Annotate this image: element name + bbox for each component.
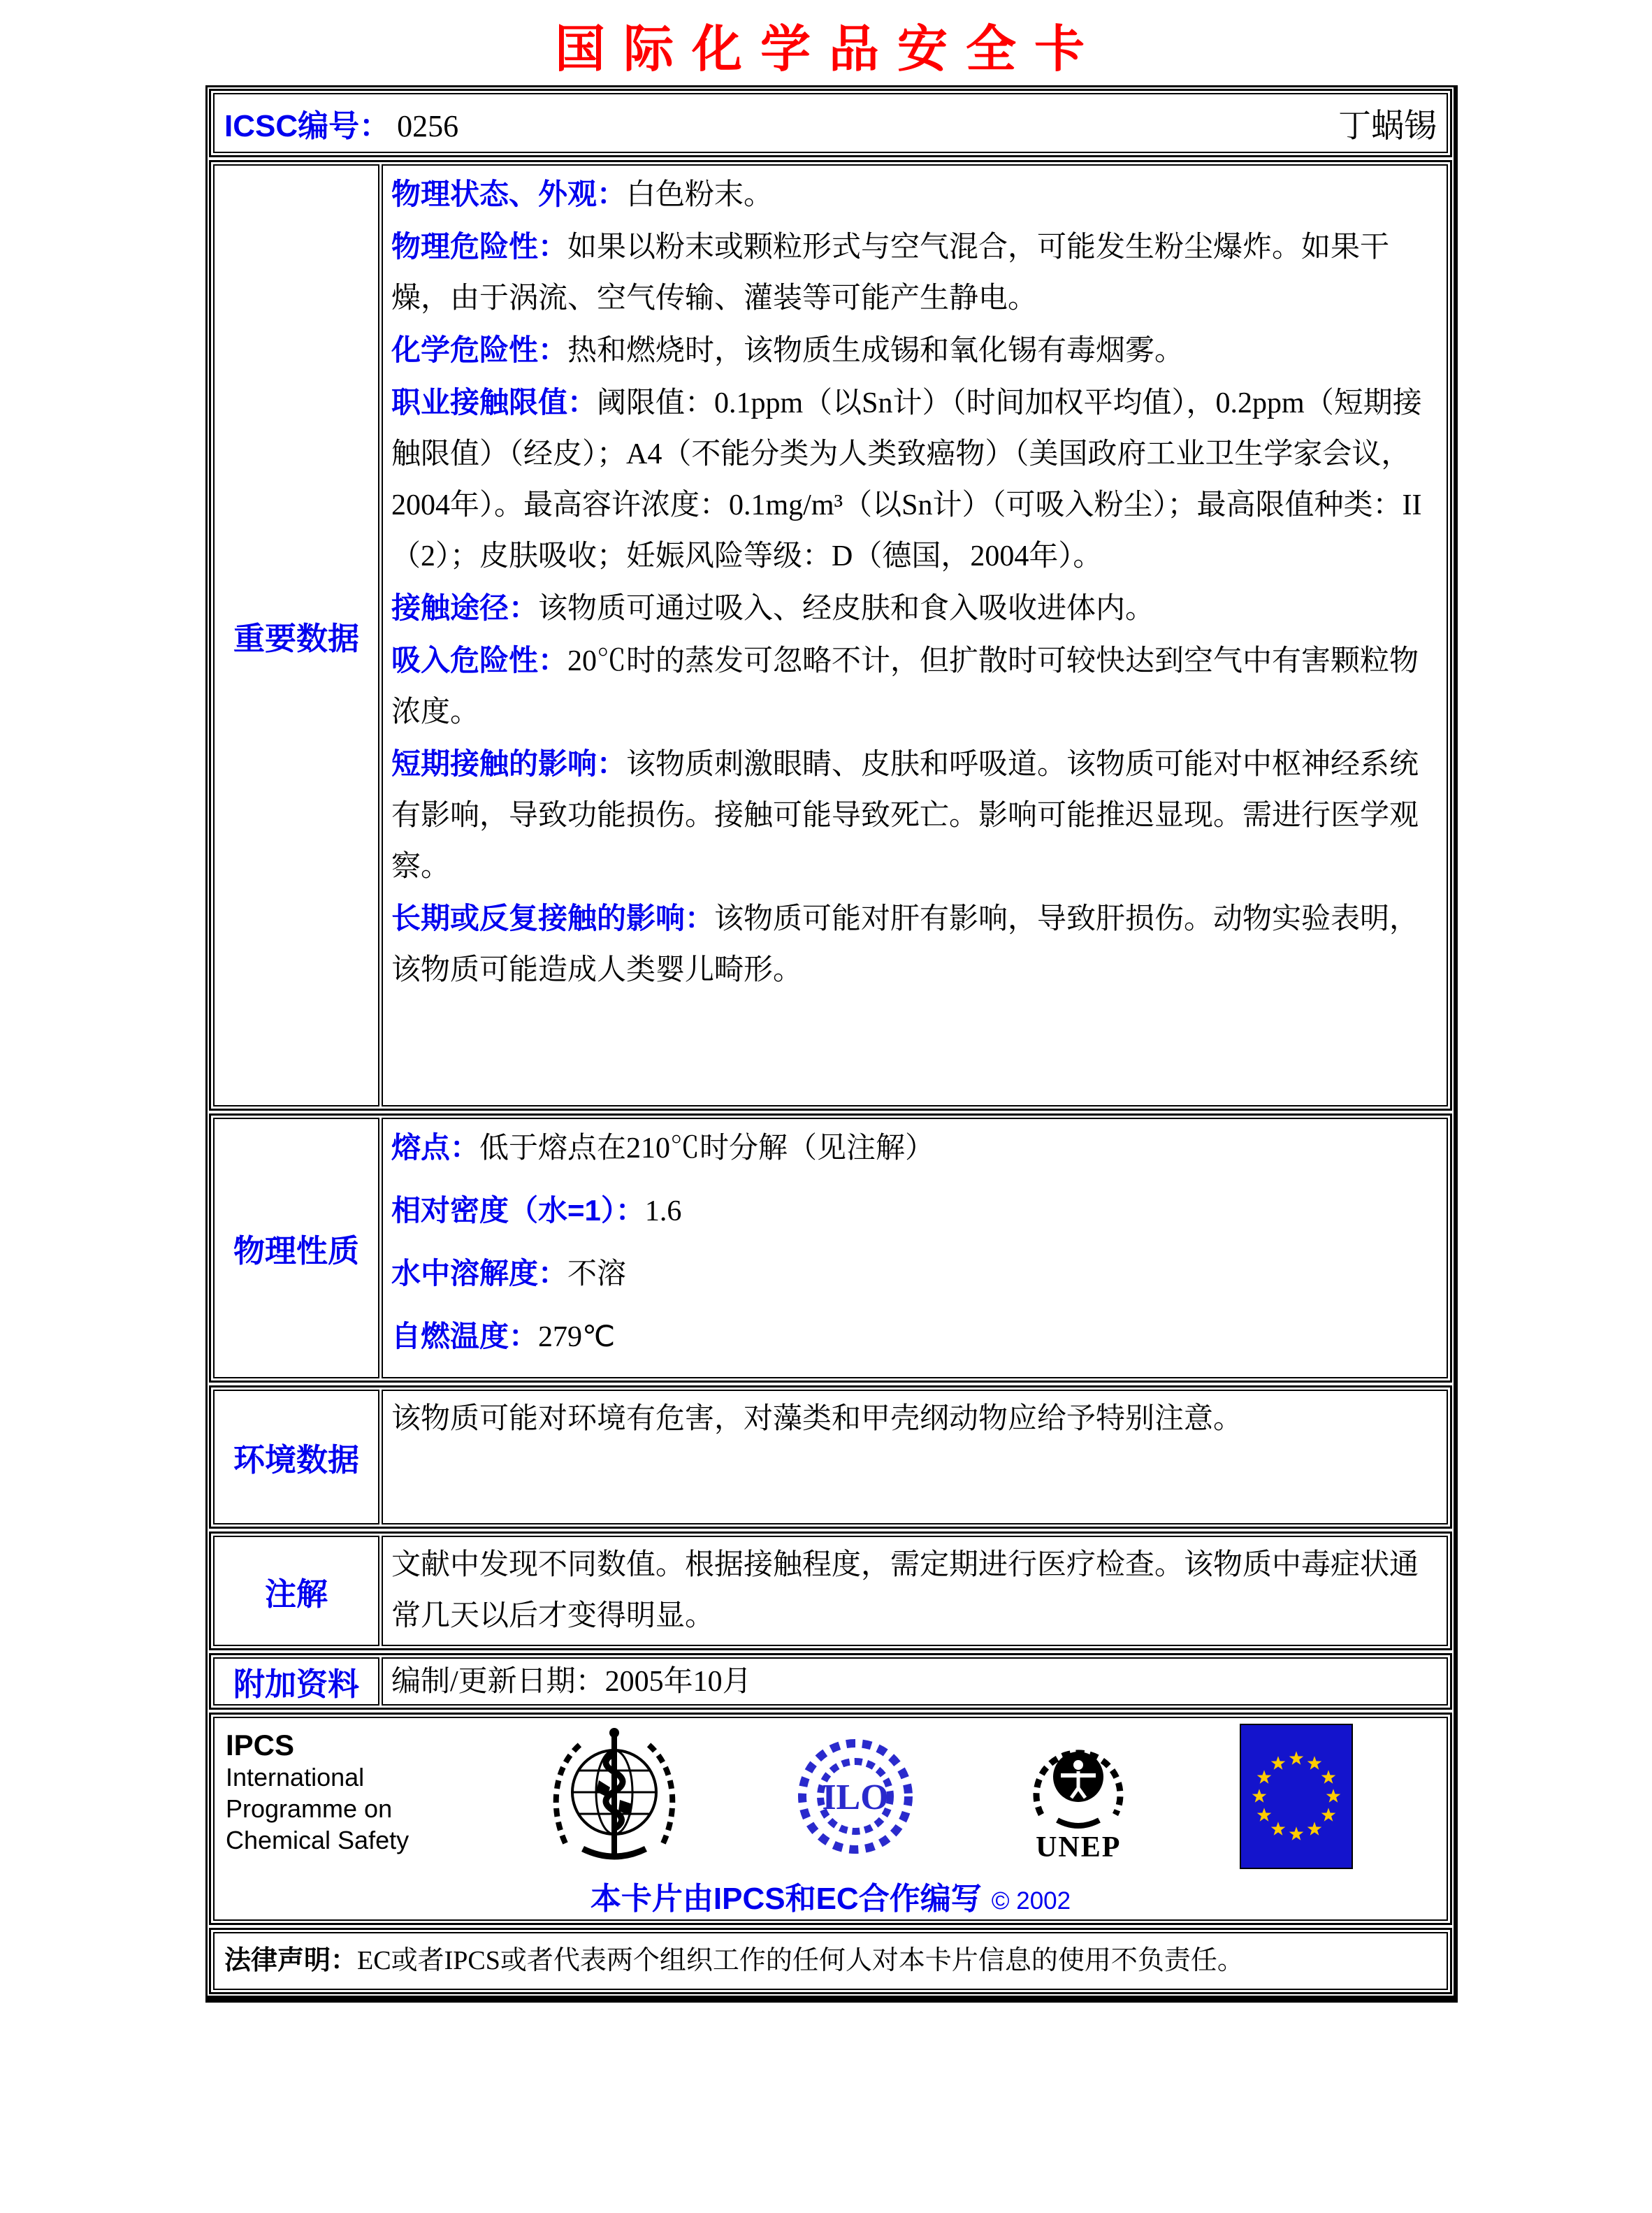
ilo-logo-icon	[793, 1738, 918, 1859]
data-item	[391, 377, 1437, 582]
ipcs-title: IPCS	[226, 1729, 295, 1761]
section-icsc-header	[209, 89, 1452, 157]
icsc-number-group	[224, 101, 458, 145]
field-text: 该物质可能对环境有危害，对藻类和甲壳纲动物应给予特别注意。	[391, 1403, 1243, 1435]
field-text: 热和燃烧时，该物质生成锡和氧化锡有毒烟雾。	[567, 335, 1184, 367]
section-important-data	[209, 160, 1452, 1111]
icsc-number-label: ICSC编号：	[224, 109, 391, 143]
organizations-cell	[213, 1717, 1448, 1921]
additional-info-content	[382, 1657, 1448, 1706]
data-item	[391, 1185, 1437, 1237]
legal-notice-cell	[213, 1932, 1448, 1990]
section-notes	[209, 1531, 1452, 1650]
data-item	[391, 1122, 1437, 1174]
field-text: 该物质可通过吸入、经皮肤和食入吸收进体内。	[538, 593, 1155, 625]
page-title: 国际化学品安全卡	[554, 22, 1103, 78]
caption-text: 本卡片由IPCS和EC合作编写	[590, 1882, 982, 1916]
ipcs-logo-text	[226, 1725, 435, 1856]
field-text: 1.6	[644, 1195, 682, 1227]
data-item	[391, 324, 1437, 377]
copyright-text: © 2002	[991, 1887, 1071, 1915]
ilo-letters: ILO	[821, 1777, 889, 1817]
section-additional-info	[209, 1653, 1452, 1710]
field-text: 该物质刺激眼睛、皮肤和呼吸道。该物质可能对中枢神经系统有影响，导致功能损伤。接触可能导致死亡。影响可能推迟显现。需进行医学观察。	[391, 749, 1419, 883]
unep-label: UNEP	[1036, 1831, 1122, 1864]
ipcs-subtitle-line: Chemical Safety	[226, 1826, 410, 1855]
cooperation-caption	[226, 1873, 1435, 1918]
ipcs-subtitle-line: Programme on	[226, 1794, 393, 1824]
field-label: 物理危险性：	[391, 230, 568, 263]
who-logo-icon	[544, 1724, 684, 1871]
field-label: 水中溶解度：	[391, 1257, 568, 1290]
important-data-heading: 重要数据	[213, 164, 379, 1106]
environmental-data-content	[382, 1390, 1448, 1524]
notes-heading: 注解	[213, 1536, 379, 1646]
notes-content	[382, 1536, 1448, 1646]
data-item	[391, 635, 1437, 738]
field-label: 化学危险性：	[391, 333, 568, 366]
field-text: 不溶	[567, 1258, 627, 1290]
additional-info-heading: 附加资料	[213, 1657, 379, 1706]
icsc-number-value: 0256	[397, 109, 459, 143]
data-item	[391, 738, 1437, 893]
field-label: 相对密度（水=1）：	[391, 1194, 645, 1227]
field-label: 长期或反复接触的影响：	[391, 902, 715, 935]
safety-card	[205, 85, 1458, 2003]
field-label: 吸入危险性：	[391, 644, 568, 677]
data-item	[391, 221, 1437, 324]
field-label: 自燃温度：	[391, 1320, 539, 1353]
section-environmental-data	[209, 1385, 1452, 1529]
data-item	[391, 893, 1437, 996]
physical-properties-content	[382, 1118, 1448, 1378]
ipcs-subtitle-line: International	[226, 1763, 365, 1792]
field-text: 文献中发现不同数值。根据接触程度，需定期进行医疗检查。该物质中毒症状通常几天以后才变得明显。	[391, 1549, 1419, 1632]
field-text: 279℃	[538, 1321, 616, 1353]
field-text: 该物质可能对肝有影响，导致肝损伤。动物实验表明，该物质可能造成人类婴儿畸形。	[391, 903, 1419, 986]
eu-flag-icon	[1240, 1724, 1353, 1873]
field-label: 短期接触的影响：	[391, 747, 627, 780]
field-text: 低于熔点在210℃时分解（见注解）	[479, 1132, 935, 1165]
field-text: 编制/更新日期：2005年10月	[391, 1665, 752, 1698]
section-legal-notice	[209, 1928, 1452, 1994]
environmental-data-heading: 环境数据	[213, 1390, 379, 1524]
field-text: 白色粉末。	[626, 179, 774, 211]
icsc-header-cell	[213, 93, 1448, 153]
data-item	[391, 1311, 1437, 1363]
unep-logo-icon	[1026, 1732, 1131, 1864]
field-text: 如果以粉末或颗粒形式与空气混合，可能发生粉尘爆炸。如果干燥，由于涡流、空气传输、灌装等可能产生静电。	[391, 231, 1390, 315]
section-organizations	[209, 1713, 1452, 1925]
field-label: 职业接触限值：	[391, 386, 597, 419]
field-label: 熔点：	[391, 1131, 480, 1164]
chemical-name: 丁蜗锡	[1338, 108, 1437, 145]
field-label: 接触途径：	[391, 591, 539, 624]
data-item	[391, 582, 1437, 635]
data-item	[391, 1248, 1437, 1300]
field-text: 20℃时的蒸发可忽略不计，但扩散时可较快达到空气中有害颗粒物浓度。	[391, 645, 1419, 728]
field-text: 阈限值：0.1ppm（以Sn计）（时间加权平均值），0.2ppm（短期接触限值）（经皮）；A4（不能分类为人类致癌物）（美国政府工业卫生学家会议，2004年）。最高容许浓度：0.1mg/m³（以Sn计）（可吸入粉尘）；最高限值种类：II（2）；皮肤吸收；妊娠风险等级：D（德国，2004年）。	[391, 387, 1422, 572]
physical-properties-heading: 物理性质	[213, 1118, 379, 1378]
field-label: 物理状态、外观：	[391, 178, 627, 210]
section-physical-properties	[209, 1113, 1452, 1383]
logo-row	[226, 1725, 1435, 1870]
legal-notice-label: 法律声明：	[224, 1945, 358, 1975]
important-data-content	[382, 164, 1448, 1106]
legal-notice-text: EC或者IPCS或者代表两个组织工作的任何人对本卡片信息的使用不负责任。	[357, 1945, 1244, 1975]
data-item	[391, 168, 1437, 221]
